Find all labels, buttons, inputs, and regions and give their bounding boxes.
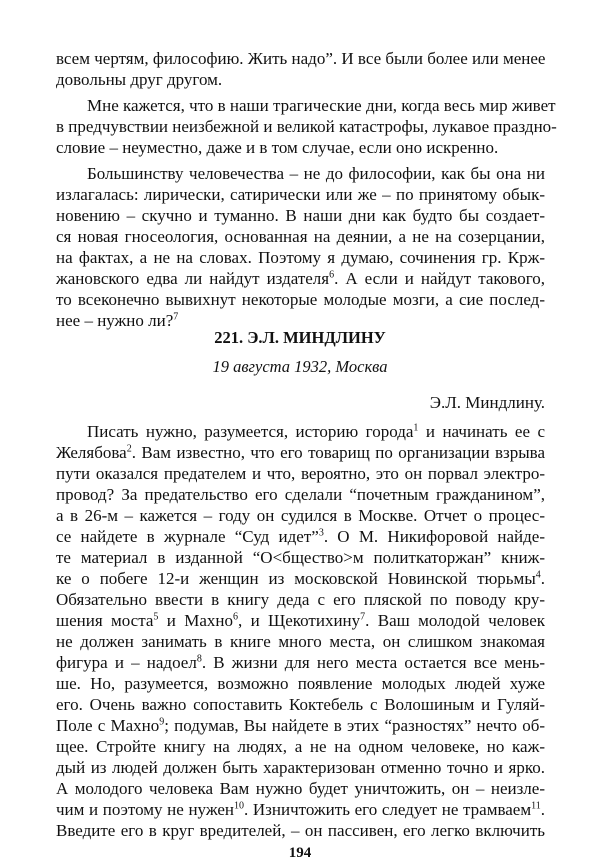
letter-dateline: 19 августа 1932, Москва xyxy=(212,357,388,376)
footnote-ref: 6 xyxy=(329,269,335,281)
text-segment: се найдете в журнале “Суд идет” xyxy=(56,527,319,546)
text-line xyxy=(56,652,545,673)
text-segment: Поле с Махно xyxy=(56,716,160,735)
text-line: в предчувствии неизбежной и великой катастрофы, лукавое праздно- xyxy=(56,117,557,136)
footnote-ref: 8 xyxy=(196,653,202,665)
footnote-ref: 7 xyxy=(360,611,366,623)
text-segment: . Вам известно, что его товарищ по организации взрыва xyxy=(131,443,545,462)
footnote-ref: 5 xyxy=(153,611,159,623)
footnote-ref: 11 xyxy=(531,800,541,812)
text-segment: чим и поэтому не нужен xyxy=(56,800,235,819)
text-line: провод? За предательство его сделали “почетным гражданином”, xyxy=(56,485,545,504)
footnote-ref: 10 xyxy=(234,800,245,812)
text-segment: ке о побеге 12-и женщин из московской Новинской тюрьмы xyxy=(56,569,536,588)
text-line: то всеконечно вывихнут некоторые молодые мозги, а сие послед- xyxy=(56,290,545,309)
text-line: не должен занимать в книге много места, он слишком знакомая xyxy=(56,632,545,651)
text-segment: Желябова xyxy=(56,443,127,462)
text-segment: . В жизни для него места остается все мень- xyxy=(201,653,545,672)
text-line: дый из людей должен быть характеризован отменно точно и ярко. xyxy=(56,758,545,777)
text-line: на фактах, а не на словах. Поэтому я думаю, сочинения гр. Крж- xyxy=(56,248,545,267)
text-line: щее. Стройте книгу на людях, а не на одном человеке, но каж- xyxy=(56,737,545,756)
text-line xyxy=(56,799,545,820)
text-line: те материал в изданной “О<бщество>м политкаторжан” книж- xyxy=(56,548,545,567)
text-line: всем чертям, философию. Жить надо”. И все были более или менее xyxy=(56,49,546,68)
text-line: ся новая гносеология, основанная на деянии, а не на созерцании, xyxy=(56,227,545,246)
letter-addressee: Э.Л. Миндлину. xyxy=(429,393,545,412)
footnote-ref: 7 xyxy=(173,311,179,323)
text-segment: . xyxy=(540,800,546,819)
text-segment: нее – нужно ли? xyxy=(56,311,174,330)
letter-heading: 221. Э.Л. МИНДЛИНУ xyxy=(214,328,386,347)
page-number: 194 xyxy=(288,845,312,861)
text-segment: и Махно xyxy=(158,611,233,630)
footnote-ref: 2 xyxy=(126,443,132,455)
footnote-ref: 1 xyxy=(413,422,419,434)
text-line: Мне кажется, что в наши трагические дни, когда весь мир живет xyxy=(87,96,556,115)
footnote-ref: 9 xyxy=(159,716,165,728)
text-line: Введите его в круг вредителей, – он пассивен, его легко включить xyxy=(56,821,545,840)
footnote-ref: 6 xyxy=(233,611,238,623)
text-segment: . Изничтожить его следует не трамваем xyxy=(244,800,532,819)
text-line: ше. Но, разумеется, возможно появление молодых людей хуже xyxy=(56,674,545,693)
text-line xyxy=(56,715,545,736)
text-line xyxy=(56,568,545,589)
text-segment: . А если и найдут такового, xyxy=(334,269,545,288)
text-line xyxy=(56,610,545,631)
text-line xyxy=(56,442,545,463)
text-line: А молодого человека Вам нужно будет уничтожить, он – неизле- xyxy=(56,779,545,798)
text-segment: ; подумав, Вы найдете в этих “разностях” нечто об- xyxy=(164,716,545,735)
text-line: пути оказался предателем и что, вероятно, это он порвал электро- xyxy=(56,464,545,483)
text-line: излагалась: лирически, сатирически или же – по принятому обык- xyxy=(56,185,545,204)
text-segment: . Ваш молодой человек xyxy=(365,611,546,630)
text-line xyxy=(56,268,545,289)
text-segment: Писать нужно, разумеется, историю города xyxy=(87,422,414,441)
text-line xyxy=(87,421,545,442)
footnote-ref: 3 xyxy=(318,527,324,539)
text-line: словие – неуместно, даже и в том случае, если оно искренно. xyxy=(56,138,499,157)
text-line xyxy=(56,526,545,547)
text-segment: жановского едва ли найдут издателя xyxy=(56,269,330,288)
text-segment: и начинать ее с xyxy=(418,422,546,441)
text-segment: шения моста xyxy=(56,611,154,630)
text-line: довольны друг другом. xyxy=(56,70,223,89)
text-segment: . xyxy=(540,569,545,588)
text-segment: . О М. Никифоровой найде- xyxy=(323,527,546,546)
text-line: Большинству человечества – не до философии, как бы она ни xyxy=(87,164,545,183)
text-line: новению – скучно и туманно. В наши дни как будто бы создает- xyxy=(56,206,545,225)
text-line: а в 26-м – кажется – году он судился в Москве. Отчет о процес- xyxy=(56,506,545,525)
footnote-ref: 4 xyxy=(535,569,541,581)
text-segment: , и Щекотихину xyxy=(238,611,361,630)
text-segment: фигура и – надоел xyxy=(56,653,197,672)
text-line: его. Очень важно сопоставить Коктебель с Волошиным и Гуляй- xyxy=(56,695,545,714)
text-line: Обязательно ввести в книгу деда с его пляской по поводу кру- xyxy=(56,590,545,609)
